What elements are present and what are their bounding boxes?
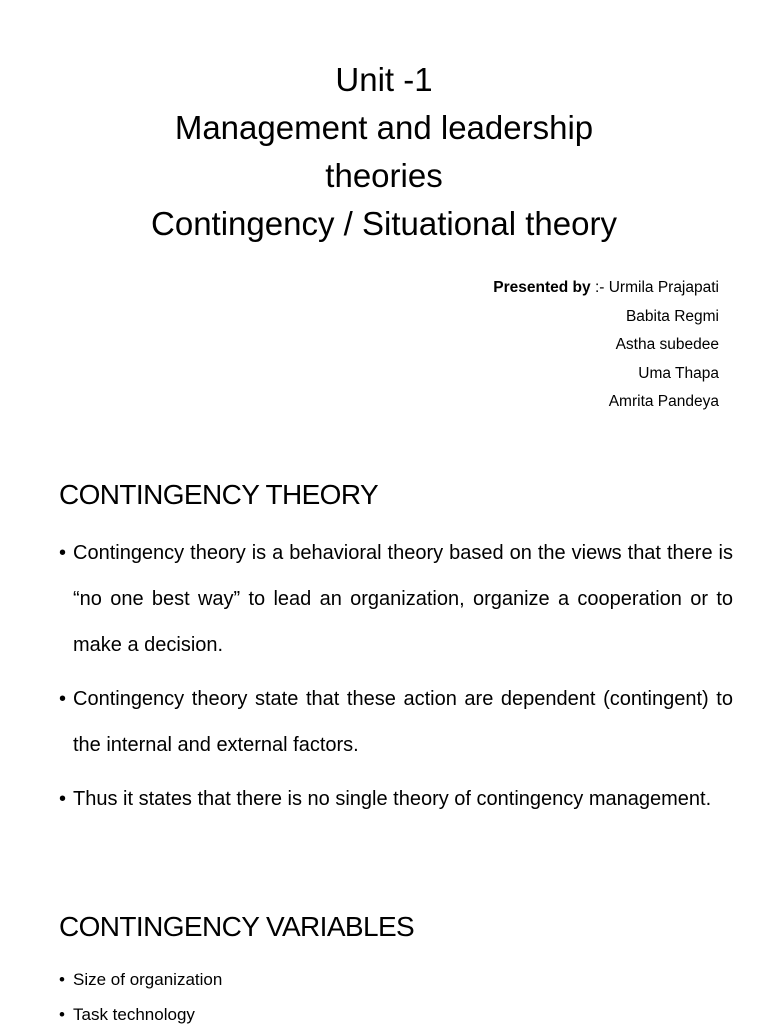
bullet-glyph: • bbox=[59, 970, 65, 989]
contingency-theory-list bbox=[59, 530, 733, 830]
presenter-name: Babita Regmi bbox=[625, 307, 719, 325]
presented-by-separator: :- bbox=[590, 279, 609, 296]
presented-by-label: Presented by bbox=[493, 279, 591, 296]
bullet-glyph: • bbox=[59, 788, 67, 810]
presenter-name: Amrita Pandeya bbox=[608, 393, 719, 411]
contingency-variables-heading: CONTINGENCY VARIABLES bbox=[59, 911, 415, 942]
title-block bbox=[0, 56, 768, 248]
bullet-glyph: • bbox=[59, 688, 67, 710]
title-topic-continued: theories bbox=[325, 157, 443, 194]
title-topic: Management and leadership bbox=[174, 109, 594, 146]
list-item-text: Contingency theory state that these action are dependent (contingent) to the internal and external factors. bbox=[73, 688, 733, 756]
list-item bbox=[59, 530, 733, 668]
presenter-name: Astha subedee bbox=[615, 336, 719, 354]
list-item-text: Contingency theory is a behavioral theory based on the views that there is “no one best way” to lead an organization, organize a cooperation or to make a decision. bbox=[73, 542, 733, 656]
bullet-glyph: • bbox=[59, 542, 67, 564]
list-item bbox=[59, 776, 733, 822]
title-subtopic: Contingency / Situational theory bbox=[151, 205, 617, 242]
presenters-block bbox=[493, 274, 719, 417]
list-item-text: Thus it states that there is no single theory of contingency management. bbox=[73, 788, 712, 810]
presenter-name: Urmila Prajapati bbox=[608, 279, 719, 296]
contingency-variables-list bbox=[59, 962, 733, 1032]
list-item bbox=[59, 962, 733, 997]
list-item bbox=[59, 676, 733, 768]
presenter-name: Uma Thapa bbox=[638, 364, 719, 382]
contingency-theory-heading: CONTINGENCY THEORY bbox=[59, 479, 379, 510]
bullet-glyph: • bbox=[59, 1005, 65, 1024]
list-item bbox=[59, 997, 733, 1032]
list-item-text: Task technology bbox=[73, 1005, 195, 1024]
title-unit: Unit -1 bbox=[335, 61, 433, 98]
presenter-row bbox=[493, 274, 719, 303]
list-item-text: Size of organization bbox=[73, 970, 223, 989]
